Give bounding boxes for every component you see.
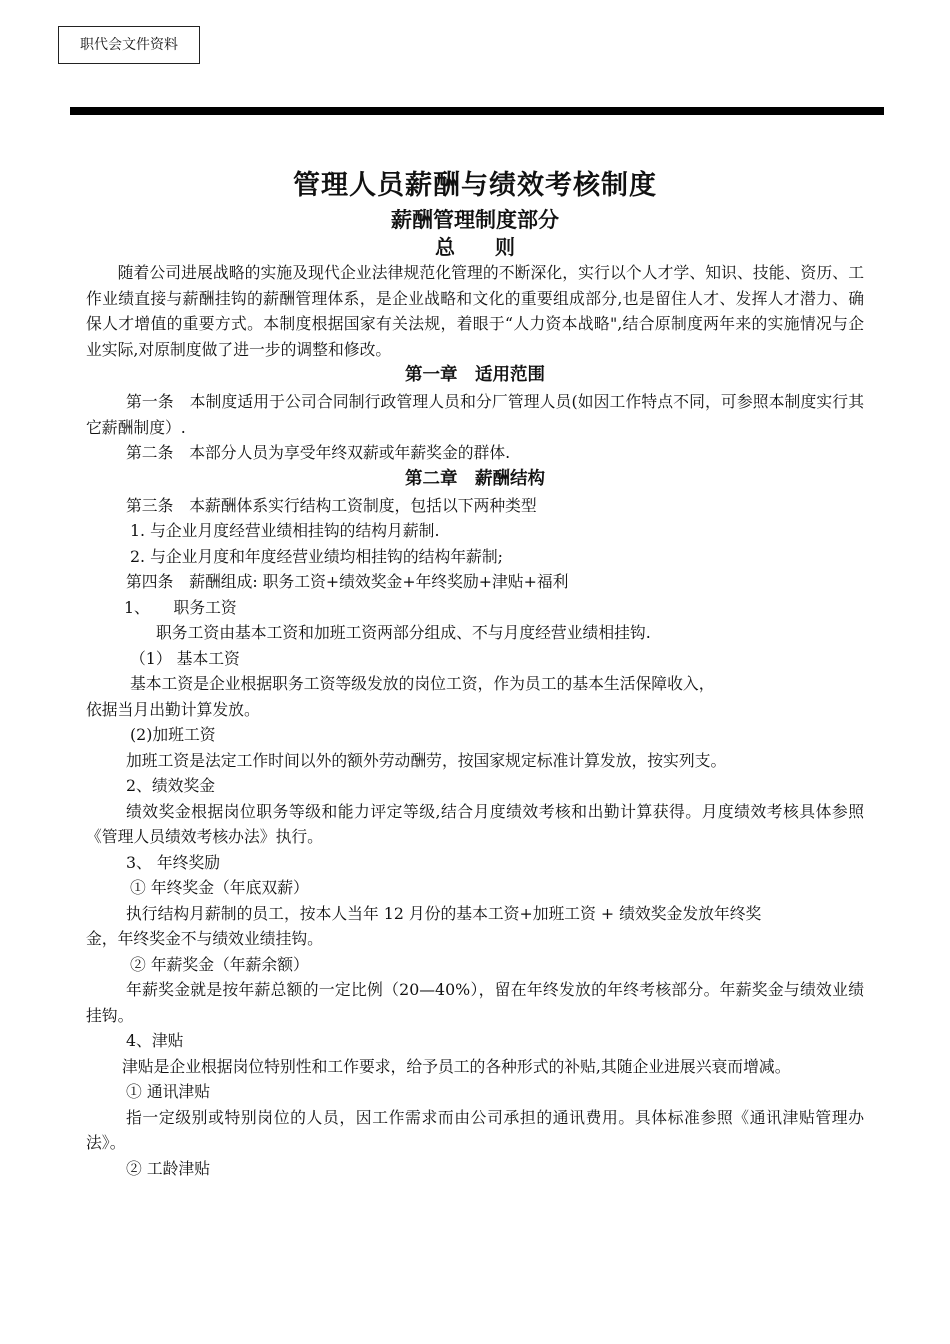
- section4a-title: ① 通讯津贴: [126, 1082, 211, 1101]
- article4: 第四条 薪酬组成: 职务工资+绩效奖金+年终奖励+津贴+福利: [126, 572, 569, 591]
- salary-type-1: 1. 与企业月度经营业绩相挂钩的结构月薪制.: [130, 521, 440, 540]
- section3-title: 3、 年终奖励: [126, 852, 221, 872]
- section1a-desc: 基本工资是企业根据职务工资等级发放的岗位工资，作为员工的基本生活保障收入，: [130, 674, 715, 693]
- header-rule: [70, 107, 884, 115]
- section3b-desc: 年薪奖金就是按年薪总额的一定比例（20—40%），留在年终发放的年终考核部分。年薪奖金与绩效业绩挂钩。: [86, 980, 864, 1025]
- section4a-desc: 指一定级别或特别岗位的人员，因工作需求而由公司承担的通讯费用。具体标准参照《通讯津贴管理办法》。: [86, 1107, 864, 1152]
- article2: 第二条 本部分人员为享受年终双薪或年薪奖金的群体.: [126, 443, 511, 462]
- section4-title: 4、津贴: [126, 1031, 184, 1050]
- chapter2-heading: 第二章 薪酬结构: [405, 468, 545, 489]
- section1b-desc: 加班工资是法定工作时间以外的额外劳动酬劳，按国家规定标准计算发放，按实列支。: [126, 750, 727, 770]
- document-body: [86, 166, 864, 1181]
- section4-desc: 津贴是企业根据岗位特别性和工作要求，给予员工的各种形式的补贴,其随企业进展兴衰而增减。: [122, 1056, 791, 1076]
- section1a-desc-cont: 依据当月出勤计算发放。: [86, 699, 260, 719]
- section3a-desc-cont: 金，年终奖金不与绩效业绩挂钩。: [86, 929, 323, 948]
- section2-title: 2、绩效奖金: [126, 776, 216, 795]
- section3b-title: ② 年薪奖金（年薪余额）: [130, 954, 309, 974]
- article1: 第一条 本制度适用于公司合同制行政管理人员和分厂管理人员(如因工作特点不同，可参照本制度实行其它薪酬制度）.: [86, 392, 864, 437]
- article3: 第三条 本薪酬体系实行结构工资制度，包括以下两种类型: [126, 495, 537, 515]
- document-title: 管理人员薪酬与绩效考核制度: [293, 170, 657, 201]
- chapter1-heading: 第一章 适用范围: [405, 365, 545, 385]
- section-subtitle: 薪酬管理制度部分: [391, 208, 559, 232]
- section1a-title: （1） 基本工资: [130, 648, 240, 668]
- general-heading: 总 则: [435, 235, 515, 259]
- section1-title: 1、 职务工资: [124, 597, 237, 617]
- section3a-desc: 执行结构月薪制的员工，按本人当年 12 月份的基本工资+加班工资 + 绩效奖金发放年终奖: [126, 903, 762, 923]
- preamble-paragraph: 随着公司进展战略的实施及现代企业法律规范化管理的不断深化，实行以个人才学、知识、技能、资历、工作业绩直接与薪酬挂钩的薪酬管理体系，是企业战略和文化的重要组成部分,也是留住人才、发挥人才潜力、确保人才增值的重要方式。本制度根据国家有关法规，着眼于“人力资本战略",结合原制度两年来的实施情况与企业实际,对原制度做了进一步的调整和修改。: [86, 263, 864, 359]
- salary-type-2: 2. 与企业月度和年度经营业绩均相挂钩的结构年薪制;: [130, 546, 503, 566]
- section4b-title: ② 工龄津贴: [126, 1158, 211, 1178]
- section2-desc: 绩效奖金根据岗位职务等级和能力评定等级,结合月度绩效考核和出勤计算获得。月度绩效考核具体参照《管理人员绩效考核办法》执行。: [86, 801, 864, 846]
- section3a-title: ① 年终奖金（年底双薪）: [130, 878, 309, 897]
- section1b-title: (2)加班工资: [130, 725, 216, 744]
- section1-desc: 职务工资由基本工资和加班工资两部分组成、不与月度经营业绩相挂钩.: [156, 623, 651, 642]
- document-stamp-label: 职代会文件资料: [58, 26, 200, 64]
